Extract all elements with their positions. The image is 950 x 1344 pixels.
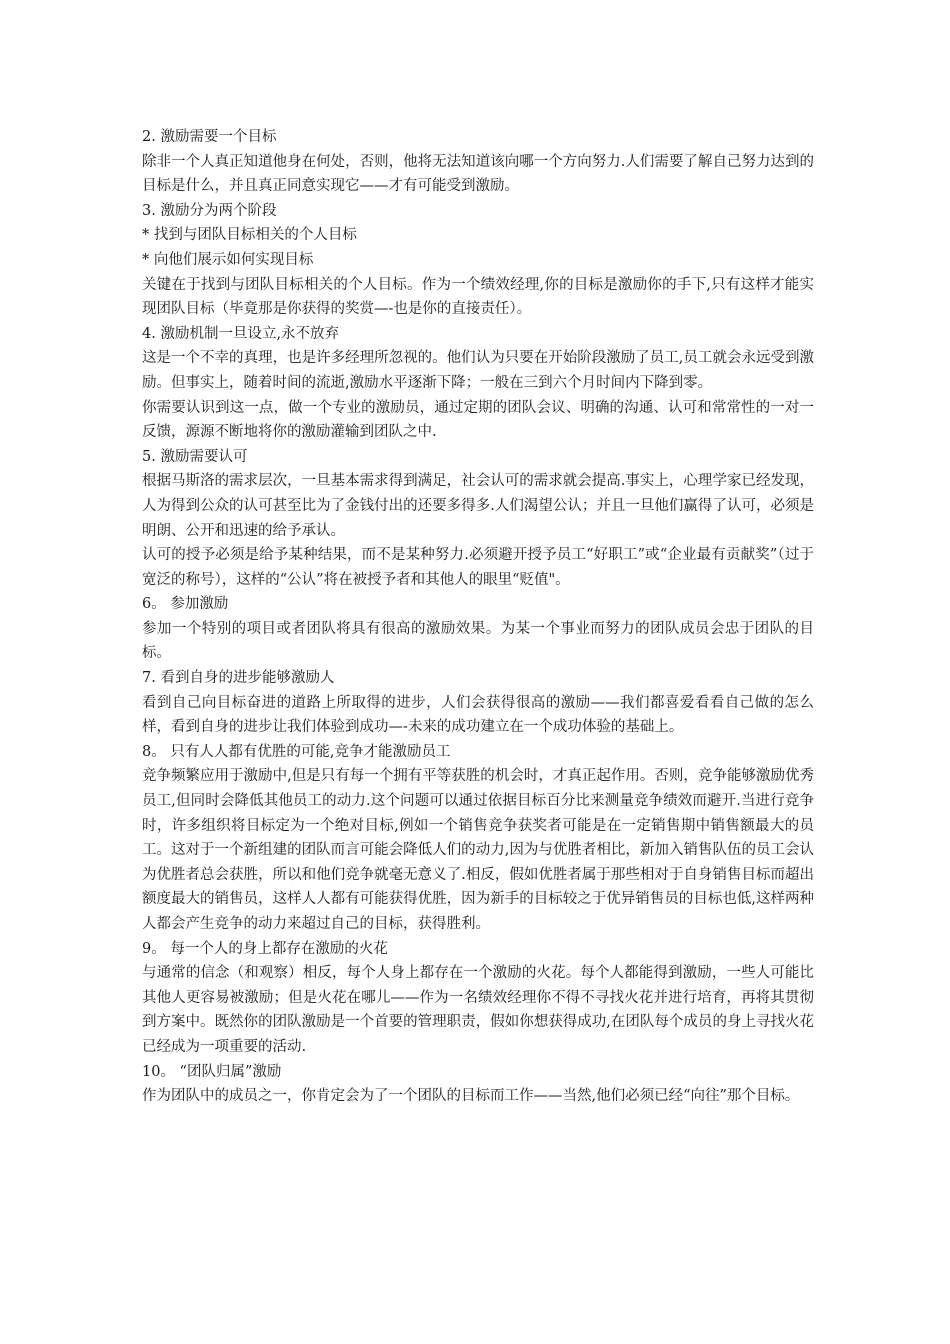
section-heading-6: 6。 参加激励 (142, 596, 229, 613)
paragraph: 除非一个人真正知道他身在何处，否则，他将无法知道该向哪一个方向努力.人们需要了解自己努力达到的目标是什么，并且真正同意实现它——才有可能受到激励。 (142, 153, 814, 195)
paragraph: 作为团队中的成员之一，你肯定会为了一个团队的目标而工作——当然,他们必须已经“向往”那个目标。 (142, 1088, 800, 1105)
section-heading-5: 5. 激励需要认可 (142, 448, 248, 465)
paragraph: 关键在于找到与团队目标相关的个人目标。作为一个绩效经理,你的目标是激励你的手下,只有这样才能实现团队目标（毕竟那是你获得的奖赏—-也是你的直接责任）。 (142, 276, 814, 318)
section-heading-3: 3. 激励分为两个阶段 (142, 202, 277, 219)
paragraph: 与通常的信念（和观察）相反，每个人身上都存在一个激励的火花。每个人都能得到激励，一些人可能比其他人更容易被激励；但是火花在哪儿——作为一名绩效经理你不得不寻找火花并进行培育，再将其贯彻到方案中。既然你的团队激励是一个首要的管理职责，假如你想获得成功,在团队每个成员的身上寻找火花已经成为一项重要的活动. (142, 965, 814, 1055)
document-body (142, 125, 814, 1109)
paragraph: 这是一个不幸的真理，也是许多经理所忽视的。他们认为只要在开始阶段激励了员工,员工就会永远受到激励。但事实上，随着时间的流逝,激励水平逐渐下降；一般在三到六个月时间内下降到零。 (142, 350, 814, 391)
paragraph: 看到自己向目标奋进的道路上所取得的进步，人们会获得很高的激励——我们都喜爱看看自己做的怎么样，看到自身的进步让我们体验到成功—-未来的成功建立在一个成功体验的基础上。 (142, 694, 814, 736)
section-heading-8: 8。 只有人人都有优胜的可能,竞争才能激励员工 (142, 743, 451, 760)
bullet-item: * 向他们展示如何实现目标 (142, 251, 314, 268)
paragraph: 你需要认识到这一点，做一个专业的激励员，通过定期的团队会议、明确的沟通、认可和常常性的一对一反馈，源源不断地将你的激励灌输到团队之中. (142, 399, 814, 441)
paragraph: 参加一个特别的项目或者团队将具有很高的激励效果。为某一个事业而努力的团队成员会忠于团队的目标。 (142, 620, 814, 662)
section-heading-10: 10。 “团队归属”激励 (142, 1063, 282, 1080)
section-heading-2: 2. 激励需要一个目标 (142, 129, 277, 145)
bullet-item: * 找到与团队目标相关的个人目标 (142, 227, 357, 244)
paragraph: 认可的授予必须是给予某种结果，而不是某种努力.必须避开授予员工“好职工”或“企业最有贡献奖”（过于宽泛的称号），这样的“公认”将在被授予者和其他人的眼里“贬值"。 (142, 547, 814, 588)
paragraph: 根据马斯洛的需求层次，一旦基本需求得到满足，社会认可的需求就会提高.事实上，心理学家已经发现，人为得到公众的认可甚至比为了金钱付出的还要多得多.人们渴望公认；并且一旦他们赢得了认可，必须是明朗、公开和迅速的给予承认。 (142, 473, 814, 539)
section-heading-9: 9。 每一个人的身上都存在激励的火花 (142, 940, 388, 957)
paragraph: 竞争频繁应用于激励中,但是只有每一个拥有平等获胜的机会时，才真正起作用。否则，竞争能够激励优秀员工,但同时会降低其他员工的动力.这个问题可以通过依据目标百分比来测量竞争绩效而避开.当进行竞争时，许多组织将目标定为一个绝对目标,例如一个销售竞争获奖者可能是在一定销售期中销售额最大的员工。这对于一个新组建的团队而言可能会降低人们的动力,因为与优胜者相比，新加入销售队伍的员工会认为优胜者总会获胜，所以和他们竞争就毫无意义了.相反，假如优胜者属于那些相对于自身销售目标而超出额度最大的销售员，这样人人都有可能获得优胜，因为新手的目标较之于优异销售员的目标也低,这样两种人都会产生竞争的动力来超过自己的目标，获得胜利。 (142, 768, 814, 932)
section-heading-4: 4. 激励机制一旦设立,永不放弃 (142, 325, 340, 342)
section-heading-7: 7. 看到自身的进步能够激励人 (142, 670, 335, 687)
